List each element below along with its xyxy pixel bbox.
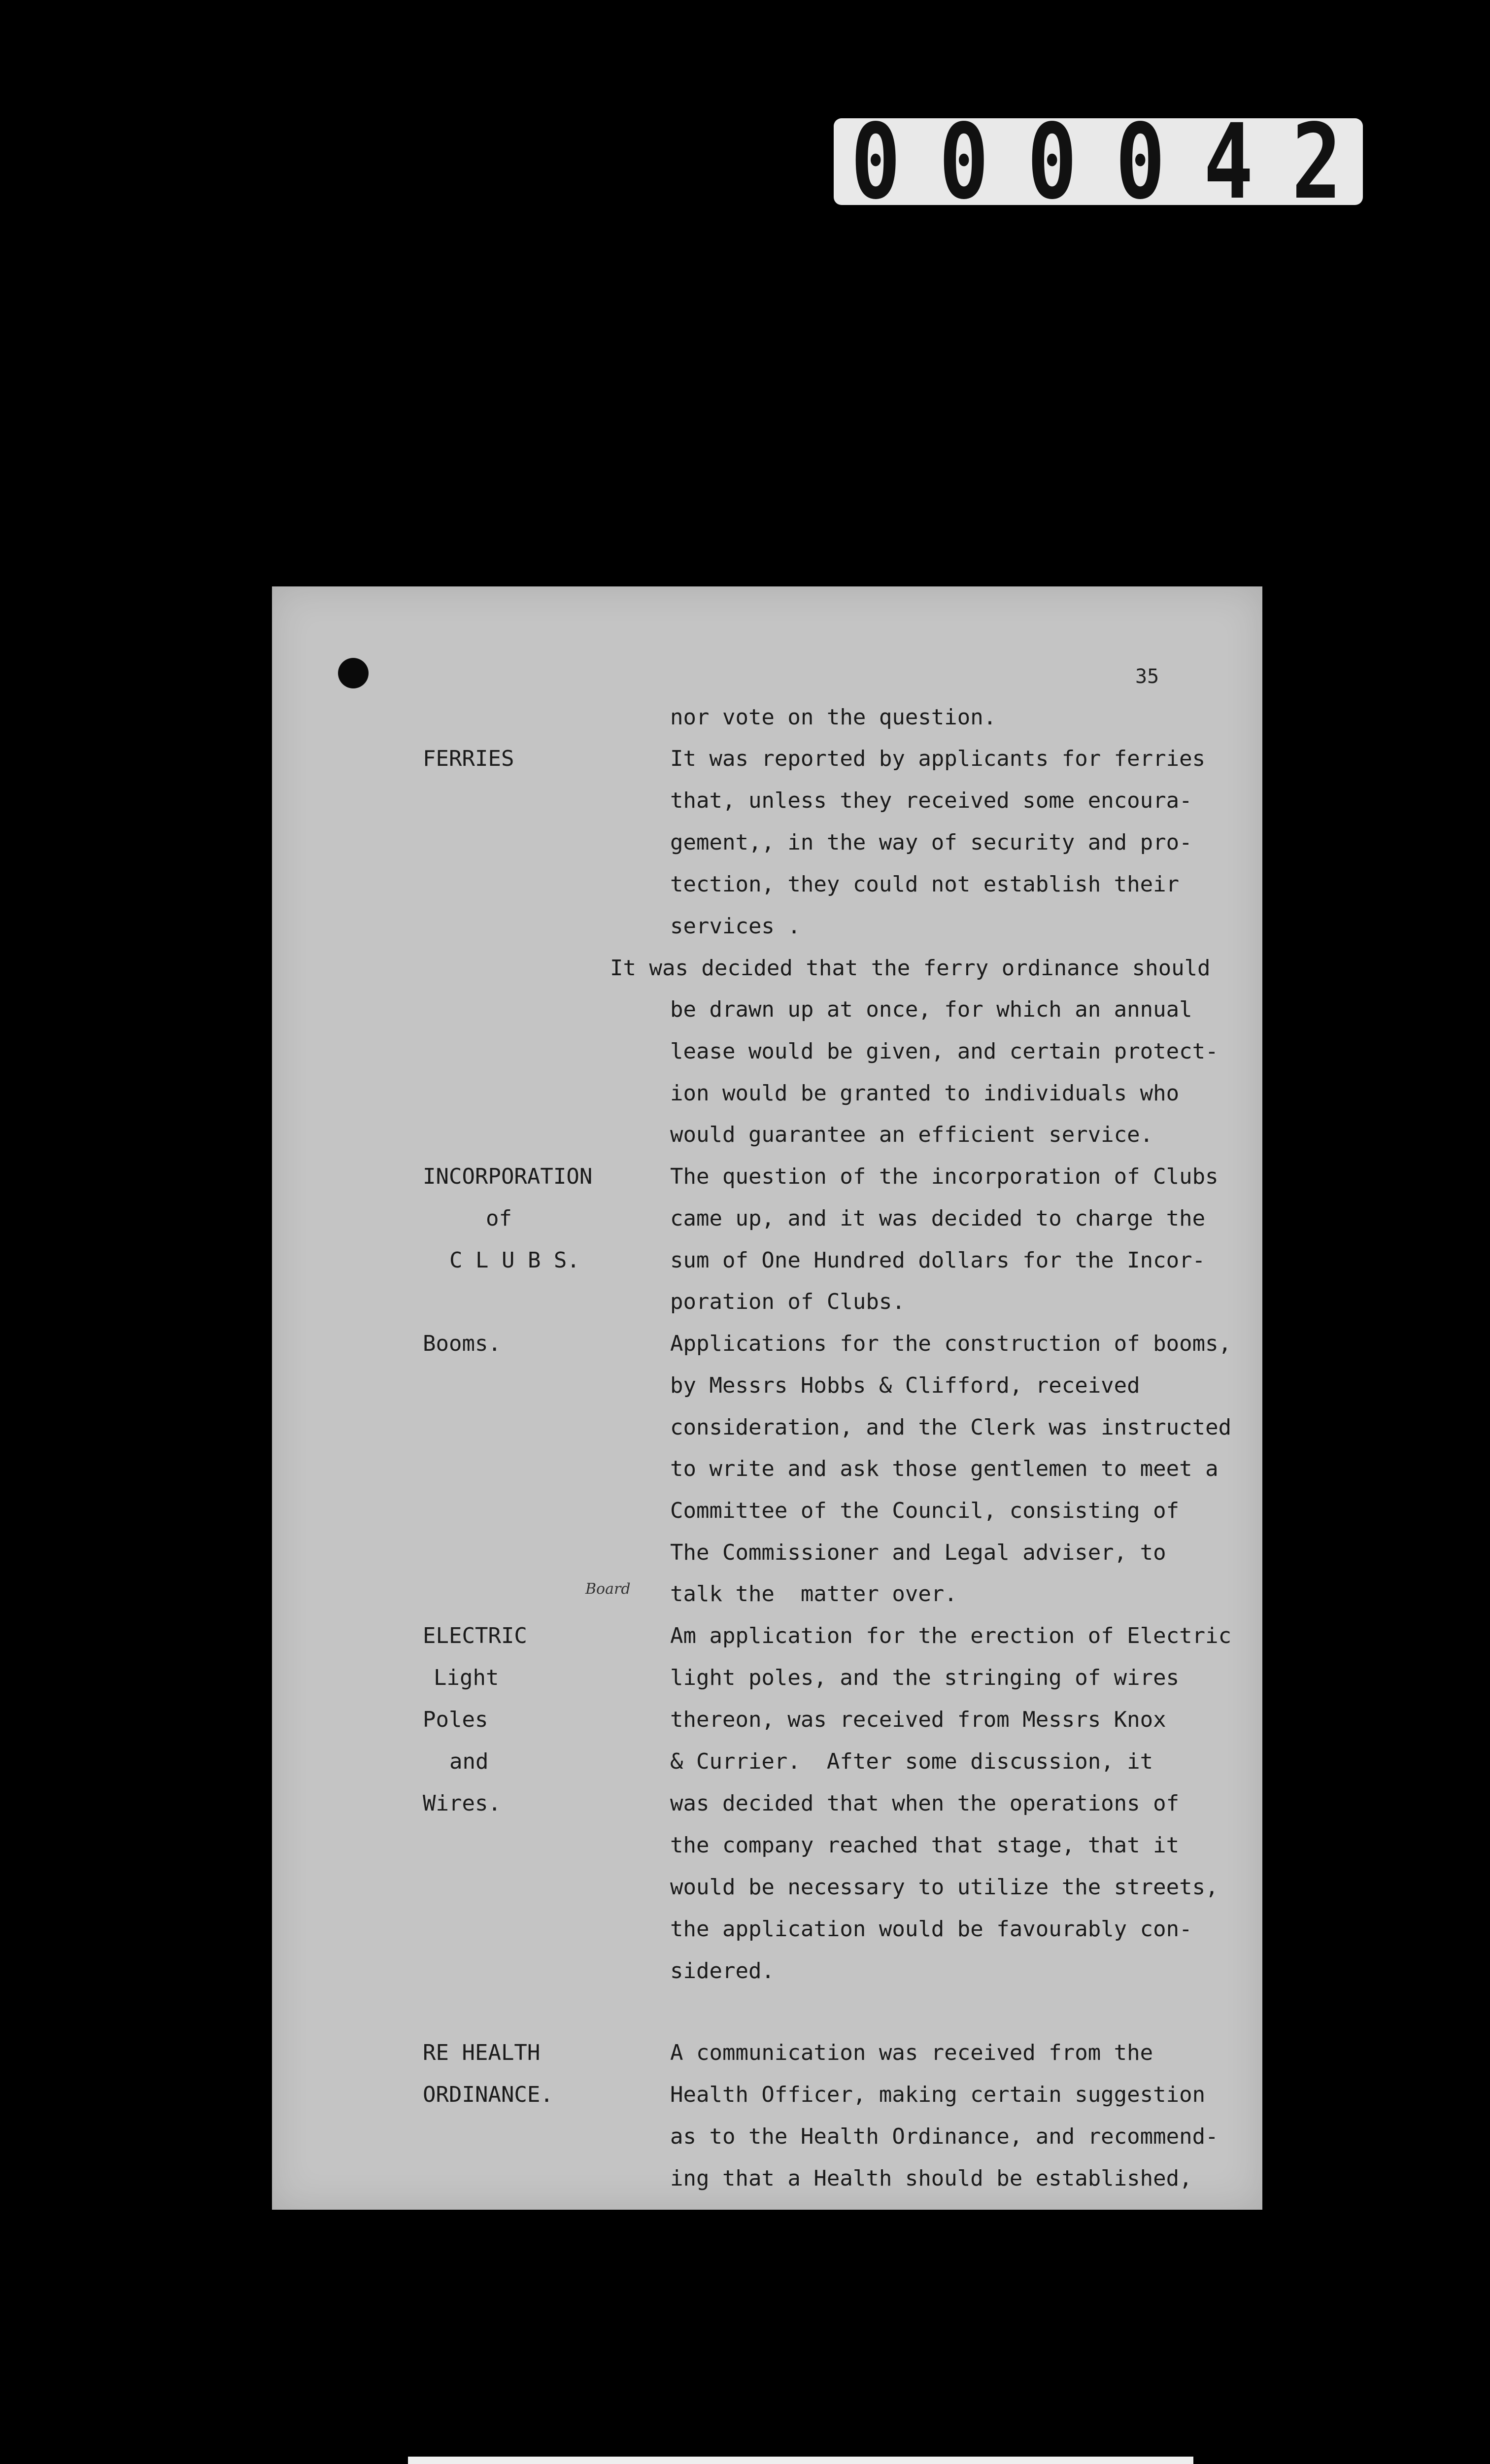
department-label	[408, 2457, 1193, 2464]
frame-digit: 2	[1291, 101, 1346, 222]
body-text-line: It was decided that the ferry ordinance should	[610, 956, 1211, 981]
body-text-line: sidered.	[670, 1958, 775, 1984]
body-text-line: the application would be favourably con-	[670, 1916, 1192, 1942]
body-text-line: thereon, was received from Messrs Knox	[670, 1707, 1166, 1732]
body-text-line: the company reached that stage, that it	[670, 1833, 1180, 1858]
handwritten-annotation: Board	[585, 1580, 631, 1598]
body-text-line: Committee of the Council, consisting of	[670, 1498, 1180, 1523]
body-text-line: sum of One Hundred dollars for the Incor-	[670, 1248, 1206, 1273]
body-text-line: nor vote on the question.	[670, 705, 997, 730]
body-text-line: would guarantee an efficient service.	[670, 1122, 1153, 1147]
body-text-line: gement,, in the way of security and pro-	[670, 830, 1192, 855]
body-text-line: tection, they could not establish their	[670, 872, 1180, 897]
body-text-line: that, unless they received some encoura-	[670, 788, 1192, 813]
frame-number	[834, 101, 1363, 222]
body-text-line: ion would be granted to individuals who	[670, 1081, 1180, 1106]
body-text-line: The question of the incorporation of Clubs	[670, 1164, 1219, 1189]
body-text-line: A communication was received from the	[670, 2040, 1153, 2065]
margin-label: Booms.	[423, 1331, 501, 1356]
body-text-line: Am application for the erection of Electric	[670, 1623, 1232, 1648]
punch-hole	[338, 658, 369, 688]
body-text-line: ing that a Health should be established,	[670, 2166, 1192, 2191]
frame-digit: 4	[1203, 101, 1258, 222]
margin-label: ORDINANCE.	[423, 2082, 553, 2107]
margin-label: ELECTRIC	[423, 1623, 527, 1648]
body-text-line: services .	[670, 914, 801, 939]
frame-digit: 0	[850, 101, 905, 222]
body-text-line: Applications for the construction of booms,	[670, 1331, 1232, 1356]
body-text-line: be drawn up at once, for which an annual	[670, 997, 1192, 1022]
body-text-line: poration of Clubs.	[670, 1289, 905, 1314]
margin-label: Poles	[423, 1707, 488, 1732]
margin-label: RE HEALTH	[423, 2040, 541, 2065]
page-number: 35	[1135, 665, 1159, 688]
body-text-line: talk the matter over.	[670, 1581, 957, 1607]
body-text-line: came up, and it was decided to charge the	[670, 1206, 1206, 1231]
body-text-line: was decided that when the operations of	[670, 1791, 1180, 1816]
frame-digit: 0	[1115, 101, 1170, 222]
body-text-line: Health Officer, making certain suggestion	[670, 2082, 1206, 2107]
margin-label: FERRIES	[423, 746, 514, 771]
body-text-line: lease would be given, and certain protect-	[670, 1039, 1219, 1064]
margin-label: of	[486, 1206, 512, 1231]
margin-label: C L U B S.	[449, 1248, 580, 1273]
margin-label: and	[449, 1749, 489, 1774]
margin-label: Light	[434, 1665, 499, 1690]
frame-digit: 0	[1027, 101, 1082, 222]
body-text-line: consideration, and the Clerk was instructed	[670, 1415, 1232, 1440]
body-text-line: as to the Health Ordinance, and recommend-	[670, 2124, 1219, 2149]
body-text-line: & Currier. After some discussion, it	[670, 1749, 1153, 1774]
body-text-line: light poles, and the stringing of wires	[670, 1665, 1180, 1690]
body-text-line: The Commissioner and Legal adviser, to	[670, 1540, 1166, 1565]
margin-label: Wires.	[423, 1791, 501, 1816]
margin-label: INCORPORATION	[423, 1164, 593, 1189]
body-text-line: It was reported by applicants for ferries	[670, 746, 1206, 771]
body-text-line: would be necessary to utilize the streets,	[670, 1875, 1219, 1900]
body-text-line: by Messrs Hobbs & Clifford, received	[670, 1373, 1140, 1398]
frame-digit: 0	[939, 101, 993, 222]
body-text-line: to write and ask those gentlemen to meet a	[670, 1456, 1219, 1481]
